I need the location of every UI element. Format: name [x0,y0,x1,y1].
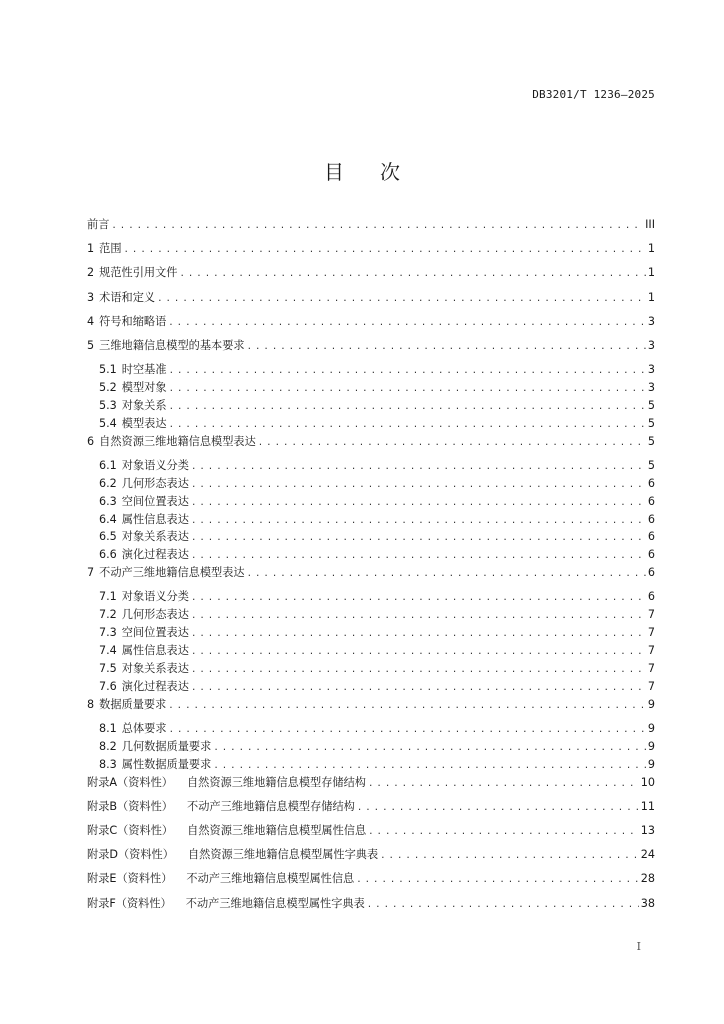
toc-entry-page: 7 [647,661,655,675]
toc-entry-page: 3 [647,363,655,377]
toc-entry-6-2[interactable] [87,475,655,493]
toc-dot-leader [124,241,646,259]
toc-dot-leader [191,643,646,661]
toc-dot-leader [213,757,646,775]
toc-dot-leader [191,547,646,565]
toc-entry-number: 7.1 [99,590,117,604]
toc-entry-text: 对象关系表达 [121,530,189,544]
toc-entry-label [99,415,169,433]
toc-entry-text: 几何数据质量要求 [121,739,212,753]
toc-entry-page: 9 [647,721,655,735]
toc-entry-5[interactable] [87,337,655,361]
toc-entry-page: 7 [647,608,655,622]
toc-entry-number: 5.3 [99,398,117,412]
toc-dot-leader [169,398,646,416]
toc-entry-foreword[interactable] [87,216,655,240]
toc-entry-text: 属性信息表达 [121,644,189,658]
toc-entry-label [87,564,247,582]
toc-dot-leader [169,362,646,380]
toc-entry-label [99,720,169,738]
toc-entry-number: 2 [87,266,95,280]
toc-entry-text: 对象语义分类 [121,458,189,472]
toc-entry-number: 6 [87,434,95,448]
toc-entry-label [99,678,191,696]
toc-dot-leader [169,416,646,434]
toc-entry-text: 对象语义分类 [121,590,189,604]
toc-entry-page: 7 [647,679,655,693]
toc-entry-number: 5.2 [99,381,117,395]
toc-entry-label [87,289,157,307]
toc-entry-text: 演化过程表达 [121,679,189,693]
toc-entry-6-6[interactable] [87,546,655,564]
toc-dot-leader [191,476,646,494]
toc-entry-text: 几何形态表达 [121,608,189,622]
toc-entry-page: 6 [647,590,655,604]
toc-entry-page: 9 [647,757,655,771]
toc-entry-appendix-c[interactable] [87,822,655,846]
toc-entry-page: 38 [640,896,655,910]
toc-dot-leader [356,871,639,889]
toc-entry-text: 符号和缩略语 [99,314,167,328]
toc-entry-8-1[interactable] [87,720,655,738]
toc-entry-number: 6.6 [99,548,117,562]
toc-entry-page: III [645,218,655,231]
toc-entry-text: 模型表达 [121,416,167,430]
toc-entry-page: 6 [647,566,655,580]
toc-entry-label [87,433,258,451]
toc-appendix-tag: 附录B（资料性） [87,799,173,813]
toc-appendix-tag: 附录A（资料性） [87,775,173,789]
toc-entry-label [99,361,169,379]
toc-entry-label [99,624,191,642]
table-of-contents [87,216,655,919]
toc-entry-appendix-e[interactable] [87,870,655,894]
toc-entry-number: 7 [87,566,95,580]
toc-dot-leader [191,661,646,679]
toc-entry-appendix-b[interactable] [87,798,655,822]
toc-entry-page: 9 [647,697,655,711]
toc-entry-number: 8.1 [99,721,117,735]
toc-title [0,156,724,185]
toc-entry-5-1[interactable] [87,361,655,379]
toc-entry-number: 6.3 [99,494,117,508]
toc-entry-7-6[interactable] [87,678,655,696]
toc-title-char-1: 目 [324,160,344,184]
toc-dot-leader [169,380,646,398]
toc-entry-3[interactable] [87,289,655,313]
toc-dot-leader [368,775,639,793]
toc-entry-page: 5 [647,434,655,448]
toc-entry-text: 演化过程表达 [121,548,189,562]
toc-entry-page: 5 [647,398,655,412]
toc-entry-page: 6 [647,530,655,544]
toc-entry-text: 自然资源三维地籍信息模型属性字典表 [187,848,379,862]
toc-entry-6-5[interactable] [87,528,655,546]
toc-entry-page: 5 [647,458,655,472]
toc-entry-7-3[interactable] [87,624,655,642]
toc-entry-6-1[interactable] [87,457,655,475]
toc-dot-leader [157,290,646,308]
toc-entry-label [87,337,247,355]
toc-dot-leader [357,799,639,817]
toc-entry-number: 8.2 [99,739,117,753]
toc-dot-leader [111,217,643,235]
toc-dot-leader [367,896,639,914]
toc-entry-number: 7.2 [99,608,117,622]
toc-entry-number: 5 [87,338,95,352]
toc-entry-appendix-f[interactable] [87,895,655,919]
toc-entry-text: 不动产三维地籍信息模型属性信息 [186,872,355,886]
toc-entry-text: 术语和定义 [99,290,156,304]
toc-entry-label [87,216,111,234]
toc-entry-page: 7 [647,644,655,658]
toc-entry-label [99,528,191,546]
toc-entry-text: 规范性引用文件 [99,266,178,280]
toc-entry-text: 自然资源三维地籍信息模型表达 [99,434,256,448]
toc-entry-text: 空间位置表达 [121,494,189,508]
toc-entry-number: 5.1 [99,363,117,377]
toc-entry-label [99,457,191,475]
toc-entry-text: 自然资源三维地籍信息模型存储结构 [186,775,366,789]
toc-dot-leader [191,458,646,476]
toc-dot-leader [191,589,646,607]
toc-entry-8-2[interactable] [87,738,655,756]
toc-entry-5-2[interactable] [87,379,655,397]
toc-dot-leader [179,265,645,283]
toc-dot-leader [247,565,646,583]
toc-entry-text: 对象关系表达 [121,661,189,675]
toc-entry-1[interactable] [87,240,655,264]
toc-entry-page: 13 [640,823,655,837]
toc-entry-page: 1 [647,290,655,304]
toc-appendix-tag: 附录D（资料性） [87,848,174,862]
toc-entry-label [99,493,191,511]
toc-entry-label [99,756,213,774]
toc-entry-text: 对象关系 [121,398,167,412]
toc-entry-text: 不动产三维地籍信息模型表达 [99,566,245,580]
toc-dot-leader [191,607,646,625]
toc-entry-text: 不动产三维地籍信息模型存储结构 [187,799,355,813]
toc-entry-text: 总体要求 [121,721,167,735]
toc-entry-label [87,240,124,258]
toc-entry-number: 8.3 [99,757,117,771]
toc-entry-number: 1 [87,242,95,256]
toc-entry-label [87,846,380,864]
toc-entry-page: 1 [647,266,655,280]
toc-entry-label [99,660,191,678]
toc-entry-page: 5 [647,416,655,430]
toc-dot-leader [191,625,646,643]
toc-dot-leader [368,823,639,841]
toc-dot-leader [258,434,646,452]
toc-entry-text: 数据质量要求 [99,697,167,711]
toc-entry-4[interactable] [87,313,655,337]
toc-entry-number: 4 [87,314,95,328]
toc-entry-label [87,264,179,282]
toc-entry-page: 7 [647,626,655,640]
toc-entry-number: 5.4 [99,416,117,430]
toc-entry-7-5[interactable] [87,660,655,678]
toc-dot-leader [380,847,639,865]
toc-entry-5-4[interactable] [87,415,655,433]
toc-entry-page: 6 [647,548,655,562]
toc-entry-text: 范围 [99,242,122,256]
toc-entry-number: 8 [87,697,95,711]
toc-entry-8-3[interactable] [87,756,655,774]
toc-entry-page: 11 [640,799,655,813]
toc-entry-6-3[interactable] [87,493,655,511]
toc-entry-page: 3 [647,338,655,352]
toc-entry-page: 6 [647,476,655,490]
toc-entry-label [99,379,169,397]
toc-entry-text: 空间位置表达 [121,626,189,640]
toc-entry-label [99,511,191,529]
toc-entry-number: 6.2 [99,476,117,490]
toc-dot-leader [191,494,646,512]
toc-entry-number: 7.6 [99,679,117,693]
toc-appendix-tag: 附录F（资料性） [87,896,172,910]
toc-appendix-tag: 附录C（资料性） [87,823,174,837]
toc-entry-page: 9 [647,739,655,753]
toc-entry-page: 6 [647,494,655,508]
toc-entry-number: 6.5 [99,530,117,544]
toc-entry-2[interactable] [87,264,655,288]
toc-entry-text: 属性信息表达 [121,512,189,526]
toc-entry-7[interactable] [87,564,655,588]
toc-entry-7-1[interactable] [87,588,655,606]
toc-entry-page: 3 [647,381,655,395]
toc-entry-appendix-d[interactable] [87,846,655,870]
toc-entry-number: 6.4 [99,512,117,526]
toc-title-char-2: 次 [380,160,400,184]
toc-entry-label [87,895,367,913]
toc-entry-label [87,774,368,792]
toc-entry-6[interactable] [87,433,655,457]
toc-appendix-tag: 附录E（资料性） [87,872,173,886]
toc-entry-page: 1 [647,242,655,256]
toc-entry-7-2[interactable] [87,606,655,624]
toc-entry-page: 24 [640,848,655,862]
toc-dot-leader [168,314,646,332]
document-code: DB3201/T 1236—2025 [532,88,655,101]
toc-entry-label [87,798,357,816]
toc-entry-page: 10 [640,775,655,789]
toc-dot-leader [191,512,646,530]
toc-entry-label [87,870,356,888]
toc-entry-text: 三维地籍信息模型的基本要求 [99,338,245,352]
toc-entry-number: 7.4 [99,644,117,658]
toc-entry-text: 几何形态表达 [121,476,189,490]
toc-entry-page: 6 [647,512,655,526]
toc-entry-number: 7.3 [99,626,117,640]
toc-dot-leader [169,721,646,739]
toc-entry-label [87,313,168,331]
toc-entry-label [99,738,213,756]
toc-entry-number: 3 [87,290,95,304]
toc-entry-label [99,588,191,606]
toc-entry-text: 时空基准 [121,363,167,377]
toc-dot-leader [168,697,646,715]
page-number: I [636,940,641,953]
toc-entry-label [99,546,191,564]
toc-entry-5-3[interactable] [87,397,655,415]
toc-entry-text: 不动产三维地籍信息模型属性字典表 [185,896,365,910]
toc-entry-label [99,397,169,415]
toc-entry-6-4[interactable] [87,511,655,529]
toc-entry-number: 6.1 [99,458,117,472]
toc-entry-page: 28 [640,872,655,886]
toc-entry-label [99,606,191,624]
toc-entry-text: 属性数据质量要求 [121,757,212,771]
toc-entry-text: 自然资源三维地籍信息模型属性信息 [187,823,367,837]
toc-entry-label [87,696,168,714]
toc-dot-leader [191,529,646,547]
toc-entry-label [87,822,368,840]
toc-entry-8[interactable] [87,696,655,720]
toc-entry-text: 前言 [87,218,110,231]
toc-entry-page: 3 [647,314,655,328]
toc-entry-text: 模型对象 [121,381,167,395]
toc-entry-label [99,475,191,493]
toc-dot-leader [213,739,646,757]
toc-entry-number: 7.5 [99,661,117,675]
toc-entry-label [99,642,191,660]
toc-entry-7-4[interactable] [87,642,655,660]
toc-dot-leader [247,338,646,356]
toc-entry-appendix-a[interactable] [87,774,655,798]
toc-dot-leader [191,679,646,697]
